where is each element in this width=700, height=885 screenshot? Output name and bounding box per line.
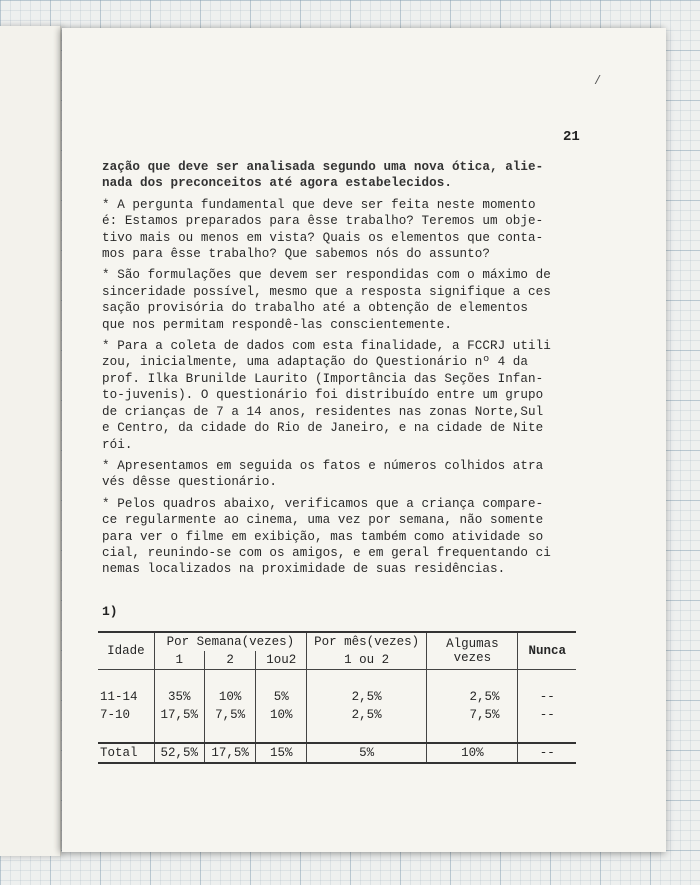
- paragraph-5: * Apresentamos em seguida os fatos e números colhidos atra vés dêsse questionário.: [102, 458, 544, 490]
- table-row: [98, 706, 576, 724]
- paragraph-4: * Para a coleta de dados com esta finalidade, a FCCRJ utili zou, inicialmente, uma adaptação do Questionário nº 4 da prof. Ilka Brunilde Laurito (Importância das Seções Infan- to-juvenis). O questionário foi distribuído entre um grupo de crianças de 7 a 14 anos, residentes nas zonas Norte,Sul e Centro, da cidade do Rio de Janeiro, e na cidade de Nite rói.: [102, 339, 551, 452]
- subheader-semana-1ou2: 1ou2: [256, 651, 307, 670]
- page-number: 21: [563, 129, 580, 145]
- table-label: 1): [102, 604, 118, 619]
- cell-algumas: 2,5%: [427, 688, 518, 706]
- paragraph-6: * Pelos quadros abaixo, verificamos que a criança compare- ce regularmente ao cinema, uma vez por semana, não somente para ver o filme em exibição, mas também como atividade so cial, reunindo-se com os amigos, e em geral frequentando ci nemas localizados na proximidade de suas residências.: [102, 496, 551, 577]
- cell-total-semana-1ou2: 15%: [256, 743, 307, 763]
- cell-semana-2: 10%: [204, 688, 256, 706]
- header-algumas-vezes: Algumas vezes: [427, 632, 518, 670]
- cell-semana-2: 7,5%: [204, 706, 256, 724]
- subheader-semana-1: 1: [154, 651, 204, 670]
- cell-total-mes-1ou2: 5%: [307, 743, 427, 763]
- subheader-mes-1ou2: 1 ou 2: [307, 651, 427, 670]
- cell-semana-1: 35%: [154, 688, 204, 706]
- header-por-mes: Por mês(vezes): [307, 632, 427, 651]
- header-nunca: Nunca: [518, 632, 576, 670]
- cell-total-semana-2: 17,5%: [204, 743, 256, 763]
- cell-nunca: --: [518, 688, 576, 706]
- cell-idade: 7-10: [100, 708, 131, 722]
- cinema-frequency-table: [98, 631, 576, 764]
- cell-semana-1ou2: 10%: [256, 706, 307, 724]
- document-page: [62, 28, 666, 852]
- cell-nunca: --: [518, 706, 576, 724]
- paragraph-1: zação que deve ser analisada segundo uma nova ótica, alie- nada dos preconceitos até agora estabelecidos.: [102, 160, 544, 191]
- margin-mark: /: [594, 74, 602, 88]
- cell-total-nunca: --: [518, 743, 576, 763]
- table-row: [98, 688, 576, 706]
- paragraph-2: * A pergunta fundamental que deve ser feita neste momento é: Estamos preparados para êsse trabalho? Teremos um obje- tivo mais ou menos em vista? Quais os elementos que conta- mos para êsse trabalho? Que sabemos nós do assunto?: [102, 197, 544, 262]
- cell-algumas: 7,5%: [427, 706, 518, 724]
- left-page-edge: [0, 26, 61, 856]
- cell-idade: 11-14: [100, 690, 138, 704]
- cell-mes-1ou2: 2,5%: [307, 688, 427, 706]
- cell-semana-1: 17,5%: [154, 706, 204, 724]
- cell-mes-1ou2: 2,5%: [307, 706, 427, 724]
- cell-total-semana-1: 52,5%: [154, 743, 204, 763]
- paragraph-3: * São formulações que devem ser respondidas com o máximo de sinceridade possível, mesmo que a resposta signifique a ces sação provisória do trabalho até a obtenção de elementos que nos permitam respondê-las conscientemente.: [102, 268, 551, 332]
- header-por-semana: Por Semana(vezes): [154, 632, 306, 651]
- cell-total-algumas: 10%: [427, 743, 518, 763]
- cell-semana-1ou2: 5%: [256, 688, 307, 706]
- subheader-semana-2: 2: [204, 651, 256, 670]
- table-total-row: [98, 743, 576, 763]
- body-text: [102, 159, 592, 583]
- cell-total-label: Total: [98, 743, 154, 763]
- header-idade: Idade: [98, 632, 154, 670]
